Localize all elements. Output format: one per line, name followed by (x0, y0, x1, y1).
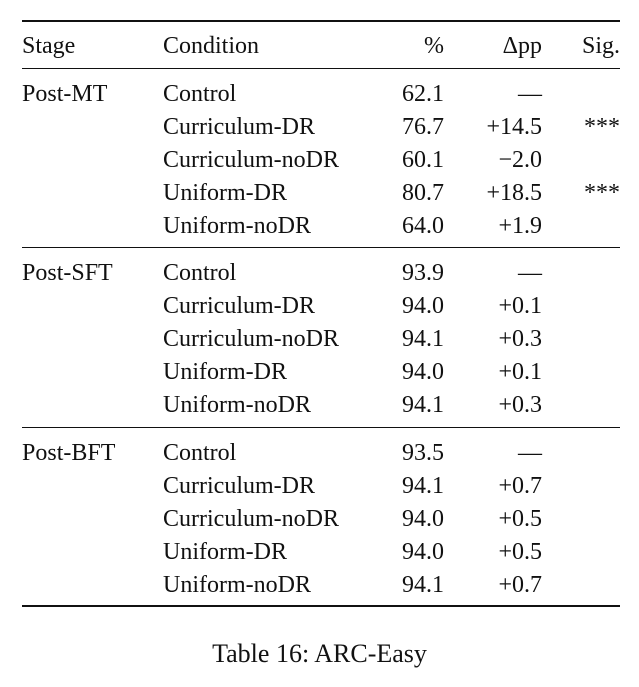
cell-condition: Uniform-noDR (163, 213, 311, 239)
cell-condition: Curriculum-noDR (163, 506, 339, 532)
cell-delta: +0.5 (498, 539, 542, 565)
header-condition: Condition (163, 33, 260, 59)
table-top-rule (22, 20, 620, 22)
cell-condition: Curriculum-DR (163, 293, 315, 319)
group-divider (22, 247, 620, 248)
cell-delta: +0.7 (498, 473, 542, 499)
cell-delta: +1.9 (498, 213, 542, 239)
cell-percent: 62.1 (402, 81, 444, 107)
cell-percent: 60.1 (402, 147, 444, 173)
header-stage: Stage (22, 33, 76, 59)
cell-delta: — (518, 81, 542, 107)
cell-condition: Uniform-noDR (163, 392, 311, 418)
cell-condition: Curriculum-noDR (163, 326, 339, 352)
cell-percent: 94.0 (402, 539, 444, 565)
cell-percent: 64.0 (402, 213, 444, 239)
cell-condition: Curriculum-DR (163, 473, 315, 499)
cell-delta: +14.5 (486, 114, 542, 140)
cell-delta: −2.0 (498, 147, 542, 173)
header-percent: % (424, 33, 444, 59)
cell-delta: +0.1 (498, 293, 542, 319)
cell-condition: Control (163, 440, 237, 466)
cell-condition: Uniform-noDR (163, 572, 311, 598)
cell-stage: Post-BFT (22, 440, 116, 466)
header-delta: Δpp (502, 33, 542, 59)
cell-condition: Uniform-DR (163, 359, 287, 385)
cell-delta: +0.3 (498, 392, 542, 418)
cell-delta: — (518, 440, 542, 466)
cell-delta: +0.5 (498, 506, 542, 532)
cell-percent: 94.1 (402, 326, 444, 352)
cell-percent: 94.0 (402, 359, 444, 385)
cell-condition: Uniform-DR (163, 180, 287, 206)
cell-sig: *** (584, 180, 620, 206)
cell-condition: Control (163, 81, 237, 107)
cell-condition: Control (163, 260, 237, 286)
cell-percent: 94.1 (402, 572, 444, 598)
cell-delta: — (518, 260, 542, 286)
table-bottom-rule (22, 605, 620, 607)
cell-stage: Post-SFT (22, 260, 113, 286)
cell-delta: +0.7 (498, 572, 542, 598)
cell-stage: Post-MT (22, 81, 108, 107)
cell-percent: 80.7 (402, 180, 444, 206)
cell-delta: +0.1 (498, 359, 542, 385)
cell-condition: Uniform-DR (163, 539, 287, 565)
cell-percent: 93.5 (402, 440, 444, 466)
cell-percent: 94.0 (402, 506, 444, 532)
cell-sig: *** (584, 114, 620, 140)
cell-percent: 93.9 (402, 260, 444, 286)
cell-percent: 94.1 (402, 392, 444, 418)
cell-percent: 94.1 (402, 473, 444, 499)
cell-percent: 76.7 (402, 114, 444, 140)
cell-delta: +0.3 (498, 326, 542, 352)
cell-percent: 94.0 (402, 293, 444, 319)
cell-condition: Curriculum-DR (163, 114, 315, 140)
cell-delta: +18.5 (486, 180, 542, 206)
header-rule (22, 68, 620, 69)
group-divider (22, 427, 620, 428)
cell-condition: Curriculum-noDR (163, 147, 339, 173)
header-sig: Sig. (581, 33, 620, 59)
table-caption: Table 16: ARC-Easy (212, 639, 427, 668)
